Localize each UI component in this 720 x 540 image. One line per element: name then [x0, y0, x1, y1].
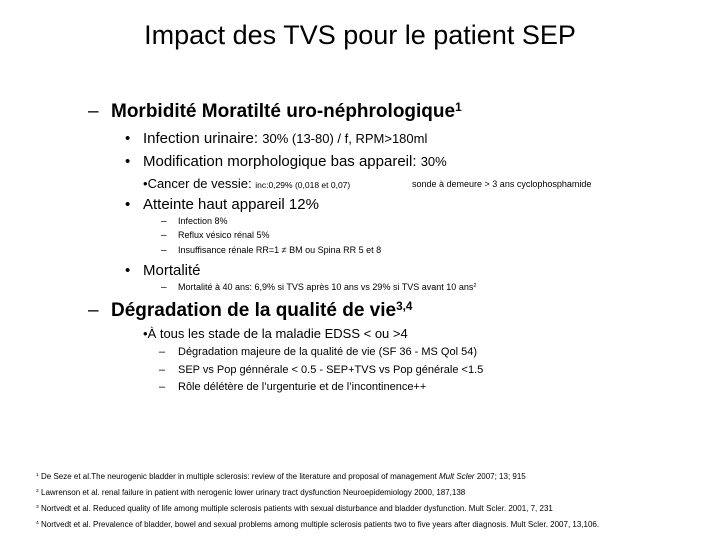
dash-bullet: – — [161, 282, 167, 293]
bullet-dot: • — [125, 153, 131, 170]
subitem-degradation-majeure — [159, 346, 477, 358]
reference-number: 4 — [36, 521, 39, 527]
reference-1 — [36, 472, 526, 481]
subitem-text: SEP vs Pop génnérale < 0.5 - SEP+TVS vs Pop générale <1.5 — [178, 364, 484, 376]
list-item-mortalite — [125, 262, 201, 279]
reference-number: 3 — [36, 505, 39, 511]
subitem-text: Rôle délétère de l’urgenturie et de l’incontinence++ — [178, 381, 427, 393]
reference-text: Nortvedt et al. Prevalence of bladder, bowel and sexual problems among multiple sclerosis patients two to five years after diagnosis. Mult Scler. 2007, 13,106. — [41, 520, 600, 529]
reference-marker: 3,4 — [396, 299, 413, 313]
bullet-dot: • — [143, 176, 148, 191]
reference-marker: 2 — [473, 282, 477, 289]
reference-4 — [36, 520, 599, 529]
subitem-text: Infection 8% — [178, 216, 228, 226]
item-label: Mortalité — [143, 262, 201, 279]
subitem-mortalite-40-ans — [161, 282, 477, 293]
section-heading-morbidity — [88, 100, 462, 123]
item-label: Cancer de vessie: — [147, 176, 252, 191]
reference-marker: 1 — [455, 100, 462, 114]
dash-bullet: – — [161, 216, 167, 227]
reference-text: De Seze et al.The neurogenic bladder in multiple sclerosis: review of the literature and proposal of management — [41, 472, 437, 481]
subitem-text: Insuffisance rénale RR=1 ≠ BM ou Spina RR 5 et 8 — [178, 245, 382, 255]
dash-bullet: – — [159, 364, 166, 376]
subitem-infection — [161, 216, 228, 227]
item-detail: 30% (13-80) / f, RPM>180ml — [262, 131, 428, 146]
list-item-modification-morphologique — [125, 153, 447, 170]
dash-bullet: – — [161, 230, 167, 241]
dash-bullet: – — [159, 346, 166, 358]
reference-text: Lawrenson et al. renal failure in patient with nerogenic lower urinary tract dysfunction Neuroepidemiology 2000, 187,138 — [41, 488, 466, 497]
reference-journal: Mult Scler — [439, 472, 475, 481]
bullet-dot: • — [143, 326, 148, 341]
reference-number: 2 — [36, 489, 39, 495]
bullet-dot: • — [125, 196, 131, 213]
reference-tail: 2007; 13; 915 — [476, 472, 526, 481]
cancer-vessie-note: sonde à demeure > 3 ans cyclophosphamide — [412, 179, 592, 189]
subitem-reflux — [161, 230, 270, 241]
dash-bullet: – — [88, 300, 99, 321]
bullet-dot: • — [125, 130, 131, 147]
reference-3 — [36, 504, 553, 513]
subitem-insuffisance-renale — [161, 245, 382, 256]
reference-2 — [36, 488, 465, 497]
item-detail: inc:0,29% (0,018 et 0,07) — [255, 180, 351, 190]
item-label: Infection urinaire: — [143, 130, 259, 147]
subitem-sep-vs-pop — [159, 364, 484, 376]
subitem-text: Reflux vésico rénal 5% — [178, 230, 270, 240]
subitem-text: Dégradation majeure de la qualité de vie (SF 36 - MS Qol 54) — [178, 346, 477, 358]
item-label: Modification morphologique bas appareil: — [143, 153, 417, 170]
dash-bullet: – — [88, 101, 99, 122]
list-item-cancer-vessie — [143, 176, 350, 191]
subitem-urgenturie — [159, 381, 427, 393]
heading-text: Dégradation de la qualité de vie — [111, 300, 397, 321]
dash-bullet: – — [159, 381, 166, 393]
subitem-text: Mortalité à 40 ans: 6,9% si TVS après 10 ans vs 29% si TVS avant 10 ans — [178, 282, 474, 292]
item-detail: 30% — [420, 154, 447, 169]
reference-number: 1 — [36, 473, 39, 479]
reference-text: Nortvedt et al. Reduced quality of life among multiple sclerosis patients with sexual disturbance and bladder dysfunction. Mult Scler. 2001, 7, 231 — [41, 504, 553, 513]
slide-title: Impact des TVS pour le patient SEP — [144, 20, 576, 50]
dash-bullet: – — [161, 245, 167, 256]
bullet-dot: • — [125, 262, 131, 279]
list-item-edss — [143, 326, 408, 341]
item-label: À tous les stade de la maladie EDSS < ou >4 — [147, 326, 408, 341]
list-item-infection-urinaire — [125, 130, 428, 147]
item-label: Atteinte haut appareil 12% — [143, 196, 319, 213]
heading-text: Morbidité Moratilté uro-néphrologique — [111, 101, 456, 122]
list-item-atteinte-haut-appareil — [125, 196, 319, 213]
section-heading-qualite-vie — [88, 299, 413, 322]
